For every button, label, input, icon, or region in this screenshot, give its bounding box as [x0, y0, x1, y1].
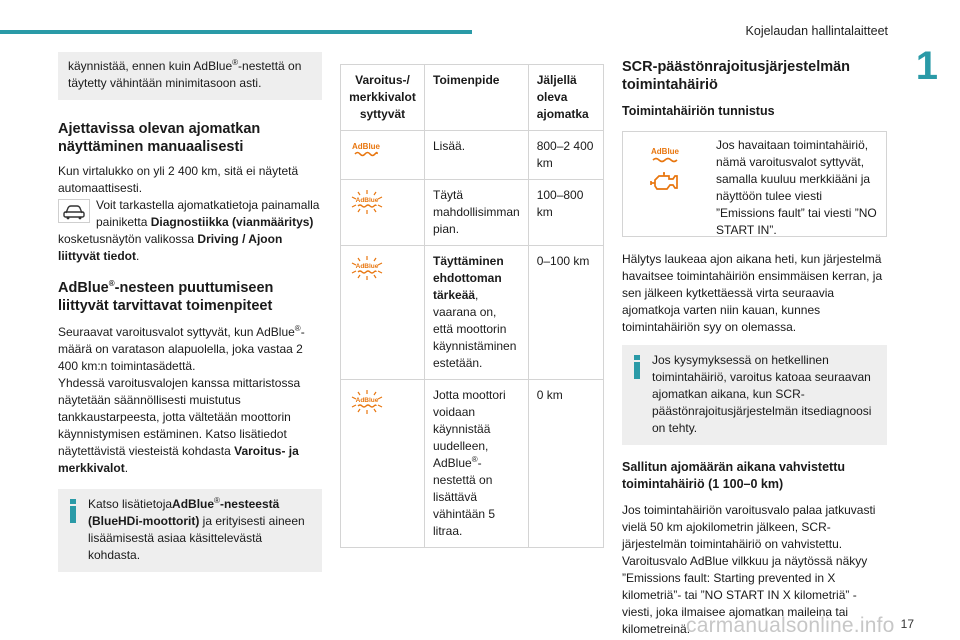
- info-box-temporary-fault: Jos kysymyksessä on hetkellinen toimintahäiriö, varoitus katoaa seuraavan ajomatkan aikana, kun SCR-päästönrajoitusjärjestelmän itsediagnoosi on tehty.: [622, 345, 887, 445]
- subsection-title-detection: Toimintahäiriön tunnistus: [622, 104, 775, 118]
- continuation-box: käynnistää, ennen kuin AdBlue®-nestettä on täytetty vähintään minimitasoon asti.: [58, 52, 322, 100]
- subsection-title-confirmed-fault: Sallitun ajomäärän aikana vahvistettu toimintahäiriö (1 100–0 km): [622, 460, 845, 491]
- diagnostics-instruction: Voit tarkastella ajomatkatietoja painamalla painiketta Diagnostiikka (vianmääritys): [58, 197, 322, 231]
- warning-box-scr: [622, 131, 887, 237]
- table-cell-action: Täyttäminen ehdottoman tärkeää, vaarana on, että moottorin käynnistäminen estetään.: [425, 246, 529, 380]
- table-cell-range: 800–2 400 km: [528, 131, 603, 180]
- table-cell-range: 0–100 km: [528, 246, 603, 380]
- section-paragraph: Hälytys laukeaa ajon aikana heti, kun järjestelmä havaitsee toimintahäiriön ensimmäisen kerran, ja sen jälkeen kytkettäessä virta seuraavia ajomatkoja varten niin kauan, kunnes toimintahäiriön syy on olemassa.: [622, 252, 883, 334]
- header-accent-bar: [0, 30, 472, 34]
- adblue-flashing-icon: [341, 246, 425, 380]
- svg-text:AdBlue: AdBlue: [355, 197, 379, 204]
- info-icon: [68, 499, 78, 523]
- column-left: [58, 52, 322, 572]
- svg-text:AdBlue: AdBlue: [355, 397, 379, 404]
- section-paragraph: Jos toimintahäiriön varoitusvalo palaa jatkuvasti vielä 50 km ajokilometrin jälkeen, SCR-järjestelmän toimintahäiriö on vahvistettu. Varoitusvalo AdBlue vilkkuu ja näytössä näkyy ”Emissions fault: Starting prevented in X kilometriä”- tai ”NO START IN X kilometriä” -viesti, joka ilmaisee ajomatkan maileina tai kilometreinä.: [622, 503, 876, 636]
- section-paragraph: Yhdessä varoitusvalojen kanssa mittaristossa näytetään säännöllisesti muistutus tankkaustarpeesta, jotta vältetään moottorin käynnistymisen estäminen. Katso lisätiedot näytettävistä viesteistä kohdasta Varoitus- ja merkkivalot.: [58, 376, 301, 475]
- car-icon: [58, 199, 90, 223]
- table-header: Varoitus-/ merkkivalot syttyvät: [341, 65, 425, 131]
- table-cell-range: 0 km: [528, 380, 603, 548]
- section-title-scr-fault: SCR-päästönrajoitusjärjestelmän toimintahäiriö: [622, 59, 851, 93]
- adblue-icon: [341, 131, 425, 180]
- svg-text:AdBlue: AdBlue: [651, 147, 679, 156]
- section-paragraph: Seuraavat varoitusvalot syttyvät, kun AdBlue®-määrä on varatason alapuolella, joka vastaa 2 400 km:n toimintasädettä.: [58, 324, 305, 373]
- table-row: [341, 246, 604, 380]
- table-row: [341, 380, 604, 548]
- svg-text:AdBlue: AdBlue: [355, 263, 379, 270]
- table-cell-range: 100–800 km: [528, 180, 603, 246]
- info-icon: [632, 355, 642, 379]
- adblue-flashing-icon: [341, 180, 425, 246]
- page-number: 17: [900, 617, 914, 631]
- info-box-adblue: Katso lisätietojaAdBlue®-nesteestä (BlueHDi-moottorit) ja erityisesti aineen lisäämisestä asiaa käsittelevästä kohdasta.: [58, 489, 322, 572]
- warning-lights-table: [340, 64, 604, 548]
- table-cell-action: Lisää.: [425, 131, 529, 180]
- table-row: [341, 131, 604, 180]
- section-title-adblue-actions: AdBlue®-nesteen puuttumiseen liittyvät tarvittavat toimenpiteet: [58, 279, 274, 314]
- section-paragraph: Kun virtalukko on yli 2 400 km, sitä ei näytetä automaattisesti.: [58, 164, 299, 195]
- chapter-number: 1: [915, 44, 938, 88]
- table-cell-action: Täytä mahdollisimman pian.: [425, 180, 529, 246]
- adblue-flashing-icon: [341, 380, 425, 548]
- section-title-range-display: Ajettavissa olevan ajomatkan näyttäminen manuaalisesti: [58, 121, 261, 155]
- running-header: Kojelaudan hallintalaitteet: [745, 24, 888, 38]
- table-row: [341, 180, 604, 246]
- svg-text:AdBlue: AdBlue: [352, 142, 380, 151]
- column-right: [622, 52, 887, 638]
- table-header-row: [341, 65, 604, 131]
- table-header: Jäljellä oleva ajomatka: [528, 65, 603, 131]
- table-cell-action: Jotta moottori voidaan käynnistää uudelleen, AdBlue®-nestettä on lisättävä vähintään 5 litraa.: [425, 380, 529, 548]
- warning-box-text: Jos havaitaan toimintahäiriö, nämä varoitusvalot syttyvät, samalla kuuluu merkkiääni ja näyttöön tulee viesti ”Emissions fault” tai viesti ”NO START IN”.: [716, 138, 877, 237]
- table-header: Toimenpide: [425, 65, 529, 131]
- watermark: carmanualsonline.info: [686, 614, 895, 637]
- scr-warning-icons: [623, 132, 707, 236]
- section-paragraph-cont: kosketusnäytön valikossa Driving / Ajoon liittyvät tiedot.: [58, 232, 283, 263]
